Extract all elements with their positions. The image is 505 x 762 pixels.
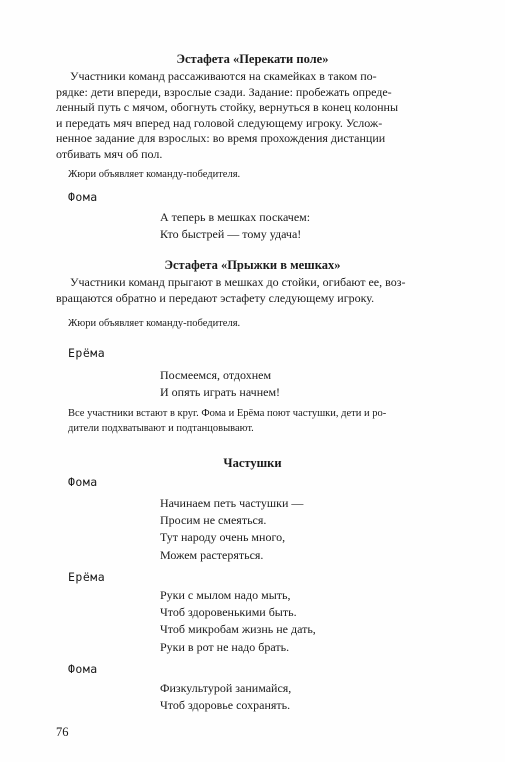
verse-line: Начинаем петь частушки — — [160, 496, 304, 510]
verse-line: Посмеемся, отдохнем — [160, 368, 272, 382]
chastushki-title: Частушки — [223, 456, 282, 470]
speaker-erema: Ерёма — [68, 346, 106, 360]
text-line: и передать мяч вперед над головой следующему игроку. Услож- — [56, 115, 383, 130]
text-line: Все участники встают в круг. Фома и Ерёма поют частушки, дети и ро- — [68, 408, 387, 419]
text-line: Участники команд прыгают в мешках до стойки, огибают ее, воз- — [70, 275, 406, 289]
verse-line: Просим не смеяться. — [160, 513, 267, 528]
relay-perekati-title: Эстафета «Перекати поле» — [176, 52, 329, 66]
verse-line: Руки в рот не надо брать. — [160, 639, 290, 654]
relay-sacks-title: Эстафета «Прыжки в мешках» — [164, 258, 341, 272]
verse-line: Чтоб здоровье сохранять. — [160, 698, 291, 713]
verse-erema-rest — [160, 367, 280, 401]
verse-line: Можем растеряться. — [160, 547, 264, 562]
verse-line: Физкультурой занимайся, — [160, 681, 292, 695]
text-line: ненное задание для взрослых: во время прохождения дистанции — [56, 131, 386, 145]
verse-line: Тут народу очень много, — [160, 530, 286, 545]
text-line: отбивать мяч об пол. — [56, 146, 163, 161]
verse-line: Руки с мылом надо мыть, — [160, 588, 291, 602]
page-number: 76 — [56, 725, 69, 739]
jury-announcement: Жюри объявляет команду-победителя. — [68, 169, 241, 180]
verse-line: Чтоб микробам жизнь не дать, — [160, 622, 316, 637]
speaker-foma: Фома — [68, 190, 98, 204]
verse-foma-sport — [160, 680, 291, 714]
text-line: рядке: дети впереди, взрослые сзади. Задание: пробежать опреде- — [56, 84, 392, 99]
relay-sacks-description — [56, 275, 464, 306]
verse-line: Кто быстрей — тому удача! — [160, 227, 302, 242]
verse-foma-sacks — [160, 209, 310, 243]
speaker-foma: Фома — [68, 475, 98, 489]
verse-erema-hands — [160, 587, 316, 656]
stage-direction — [68, 407, 386, 436]
text-line: вращаются обратно и передают эстафету следующему игроку. — [56, 290, 375, 305]
verse-line: Чтоб здоровенькими быть. — [160, 605, 297, 620]
relay-perekati-description — [56, 69, 464, 162]
speaker-foma: Фома — [68, 662, 98, 676]
jury-announcement: Жюри объявляет команду-победителя. — [68, 318, 241, 329]
verse-line: И опять играть начнем! — [160, 385, 281, 400]
speaker-erema: Ерёма — [68, 570, 106, 584]
verse-foma-chastushki — [160, 495, 303, 564]
text-line: Участники команд рассаживаются на скамейках в таком по- — [70, 69, 377, 83]
verse-line: А теперь в мешках поскачем: — [160, 210, 311, 224]
text-line: ленный путь с мячом, обогнуть стойку, вернуться в конец колонны — [56, 100, 398, 114]
text-line: дители подхватывают и подтанцовывают. — [68, 422, 254, 434]
